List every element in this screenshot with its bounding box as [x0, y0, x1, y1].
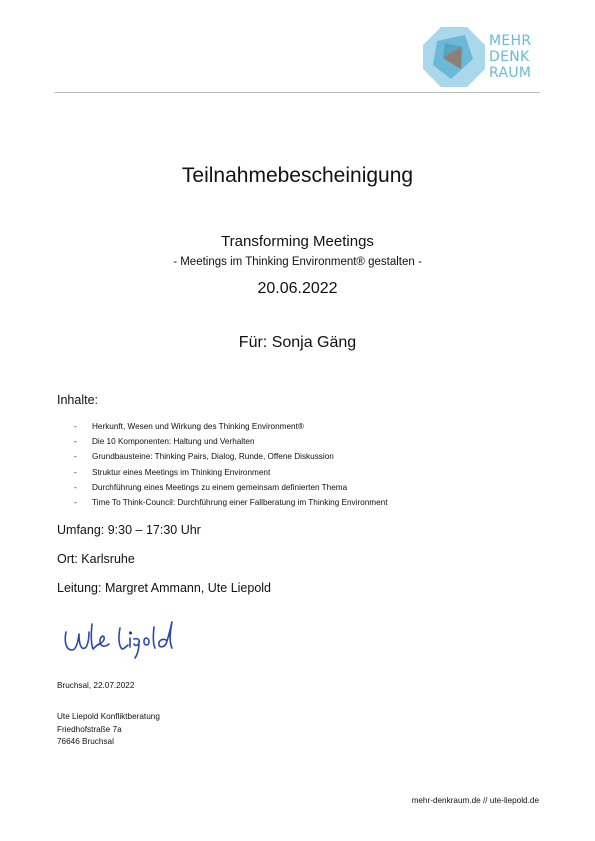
- header-divider: [54, 92, 540, 93]
- footer-websites: mehr-denkraum.de // ute-liepold.de: [411, 796, 539, 805]
- signature-place-date: Bruchsal, 22.07.2022: [57, 681, 135, 690]
- issuer-address: [57, 711, 160, 749]
- list-item: - Grundbausteine: Thinking Pairs, Dialog, Runde, Offene Diskussion: [72, 449, 388, 464]
- list-item: - Herkunft, Wesen und Wirkung des Thinking Environment®: [72, 419, 388, 434]
- contents-list: [72, 419, 388, 510]
- mehr-denk-raum-logo: [421, 25, 539, 89]
- handwritten-signature: [58, 614, 188, 662]
- course-date: 20.06.2022: [257, 280, 338, 297]
- recipient-name: Für: Sonja Gäng: [238, 334, 357, 351]
- list-item: - Die 10 Komponenten: Haltung und Verhalten: [72, 434, 388, 449]
- list-item: - Struktur eines Meetings im Thinking Environment: [72, 465, 388, 480]
- contents-heading: Inhalte:: [57, 393, 99, 407]
- address-line: 76646 Bruchsal: [57, 737, 114, 746]
- course-title: Transforming Meetings: [221, 233, 374, 250]
- address-line: Friedhofstraße 7a: [57, 724, 122, 734]
- address-line: Ute Liepold Konfliktberatung: [57, 712, 160, 721]
- location-text: Ort: Karlsruhe: [57, 552, 135, 566]
- list-item: - Time To Think-Council: Durchführung einer Fallberatung im Thinking Environment: [72, 495, 388, 510]
- logo-octagon-icon: [421, 25, 487, 89]
- list-item: - Durchführung eines Meetings zu einem gemeinsam definierten Thema: [72, 480, 388, 495]
- leaders-text: Leitung: Margret Ammann, Ute Liepold: [57, 581, 272, 595]
- logo-wordmark: MEHR DENK RAUM: [489, 33, 532, 81]
- course-subtitle: - Meetings im Thinking Environment® gestalten -: [173, 256, 422, 268]
- certificate-title: Teilnahmebescheinigung: [181, 164, 414, 187]
- duration-text: Umfang: 9:30 – 17:30 Uhr: [57, 523, 201, 537]
